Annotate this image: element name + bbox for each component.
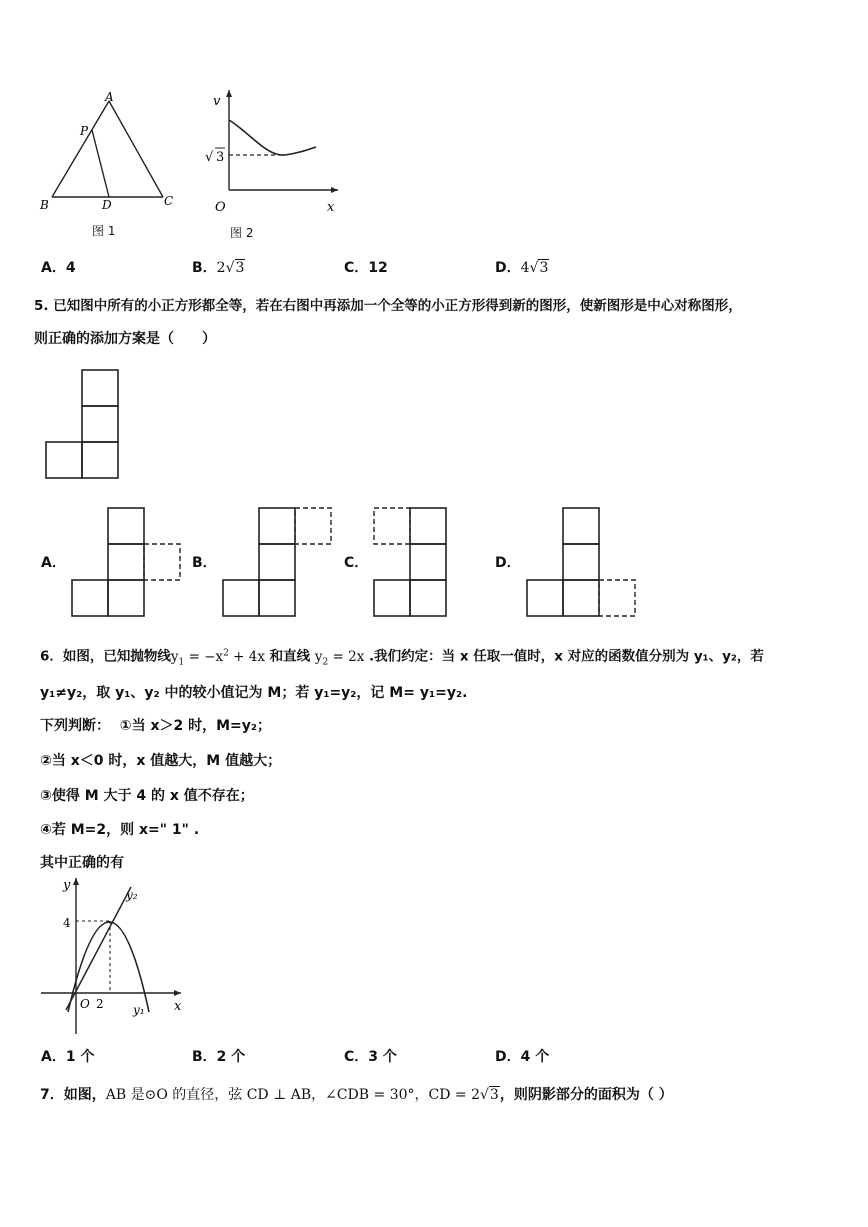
q6-line-2: y₁≠y₂，取 y₁、y₂ 中的较小值记为 M；若 y₁=y₂，记 M= y₁=y₂. [40,685,468,701]
graph-y-label: y [63,878,71,893]
q6-question: 其中正确的有 [40,855,124,871]
q5-option-c-label[interactable]: C． [344,555,369,571]
q4-option-d[interactable]: D．4√3 [495,260,549,276]
q5-line-1: 5. 已知图中所有的小正方形都全等，若在右图中再添加一个全等的小正方形得到新的图形，使新图形是中心对称图形， [34,298,742,314]
figure-1-triangle [30,85,190,220]
q4-option-c[interactable]: C．12 [344,260,388,276]
q6-judgement-2: ②当 x＜0 时，x 值越大，M 值越大； [40,753,282,769]
graph-y1-label: y₁ [133,1003,145,1017]
q5-option-d-figure[interactable] [525,505,645,620]
q5-option-d-label[interactable]: D． [495,555,521,571]
graph-tick-2: 2 [96,997,104,1011]
q6-option-a[interactable]: A．1 个 [41,1049,95,1065]
x-axis-label: x [327,200,335,215]
q5-option-a-label[interactable]: A． [41,555,66,571]
q4-option-a[interactable]: A．4 [41,260,76,276]
q5-line-2: 则正确的添加方案是（ ） [34,331,216,347]
q6-line-1: 6．如图，已知抛物线$y_1 = -x^2 + 4x$ 和直线 $y_2 = 2x$ .我们约定：当 x 任取一值时，x 对应的函数值分别为 y₁、y₂，若 [40,648,764,668]
q5-option-b-label[interactable]: B． [192,555,217,571]
origin-label: O [215,200,226,215]
q6-graph [36,872,196,1042]
vertex-label-b: B [40,198,49,212]
q6-judgement-3: ③使得 M 大于 4 的 x 值不存在； [40,788,254,804]
sqrt3-tick-label: 3 [216,150,225,165]
figure-1-caption: 图 1 [92,224,116,238]
q6-option-c[interactable]: C．3 个 [344,1049,397,1065]
vertex-label-p: P [80,124,89,138]
svg-text:√: √ [205,150,214,165]
graph-x-label: x [174,999,182,1014]
q5-option-b-figure[interactable] [221,505,341,620]
v-axis-label: v [213,94,221,109]
q5-base-figure [40,365,130,485]
graph-y2-label: y₂ [126,888,138,902]
vertex-label-a: A [105,90,114,104]
vertex-label-c: C [164,194,174,208]
vertex-label-d: D [102,198,112,212]
q6-option-d[interactable]: D．4 个 [495,1049,550,1065]
q5-option-c-figure[interactable] [372,505,492,620]
graph-tick-4: 4 [63,916,71,930]
q7-line: 7．如图，AB 是⊙O 的直径，弦 CD ⊥ AB，∠CDB = 30°，CD = 2√3，则阴影部分的面积为（ ） [40,1087,673,1103]
q6-judgement-4: ④若 M=2，则 x=" 1" . [40,822,200,838]
q4-option-b[interactable]: B．2√3 [192,260,245,276]
q5-option-a-figure[interactable] [70,505,190,620]
graph-origin-label: O [80,997,90,1011]
figure-2-graph [195,85,355,220]
q6-judgement-intro: 下列判断： ①当 x＞2 时，M=y₂； [40,718,272,734]
q6-option-b[interactable]: B．2 个 [192,1049,246,1065]
figure-2-caption: 图 2 [230,226,254,240]
